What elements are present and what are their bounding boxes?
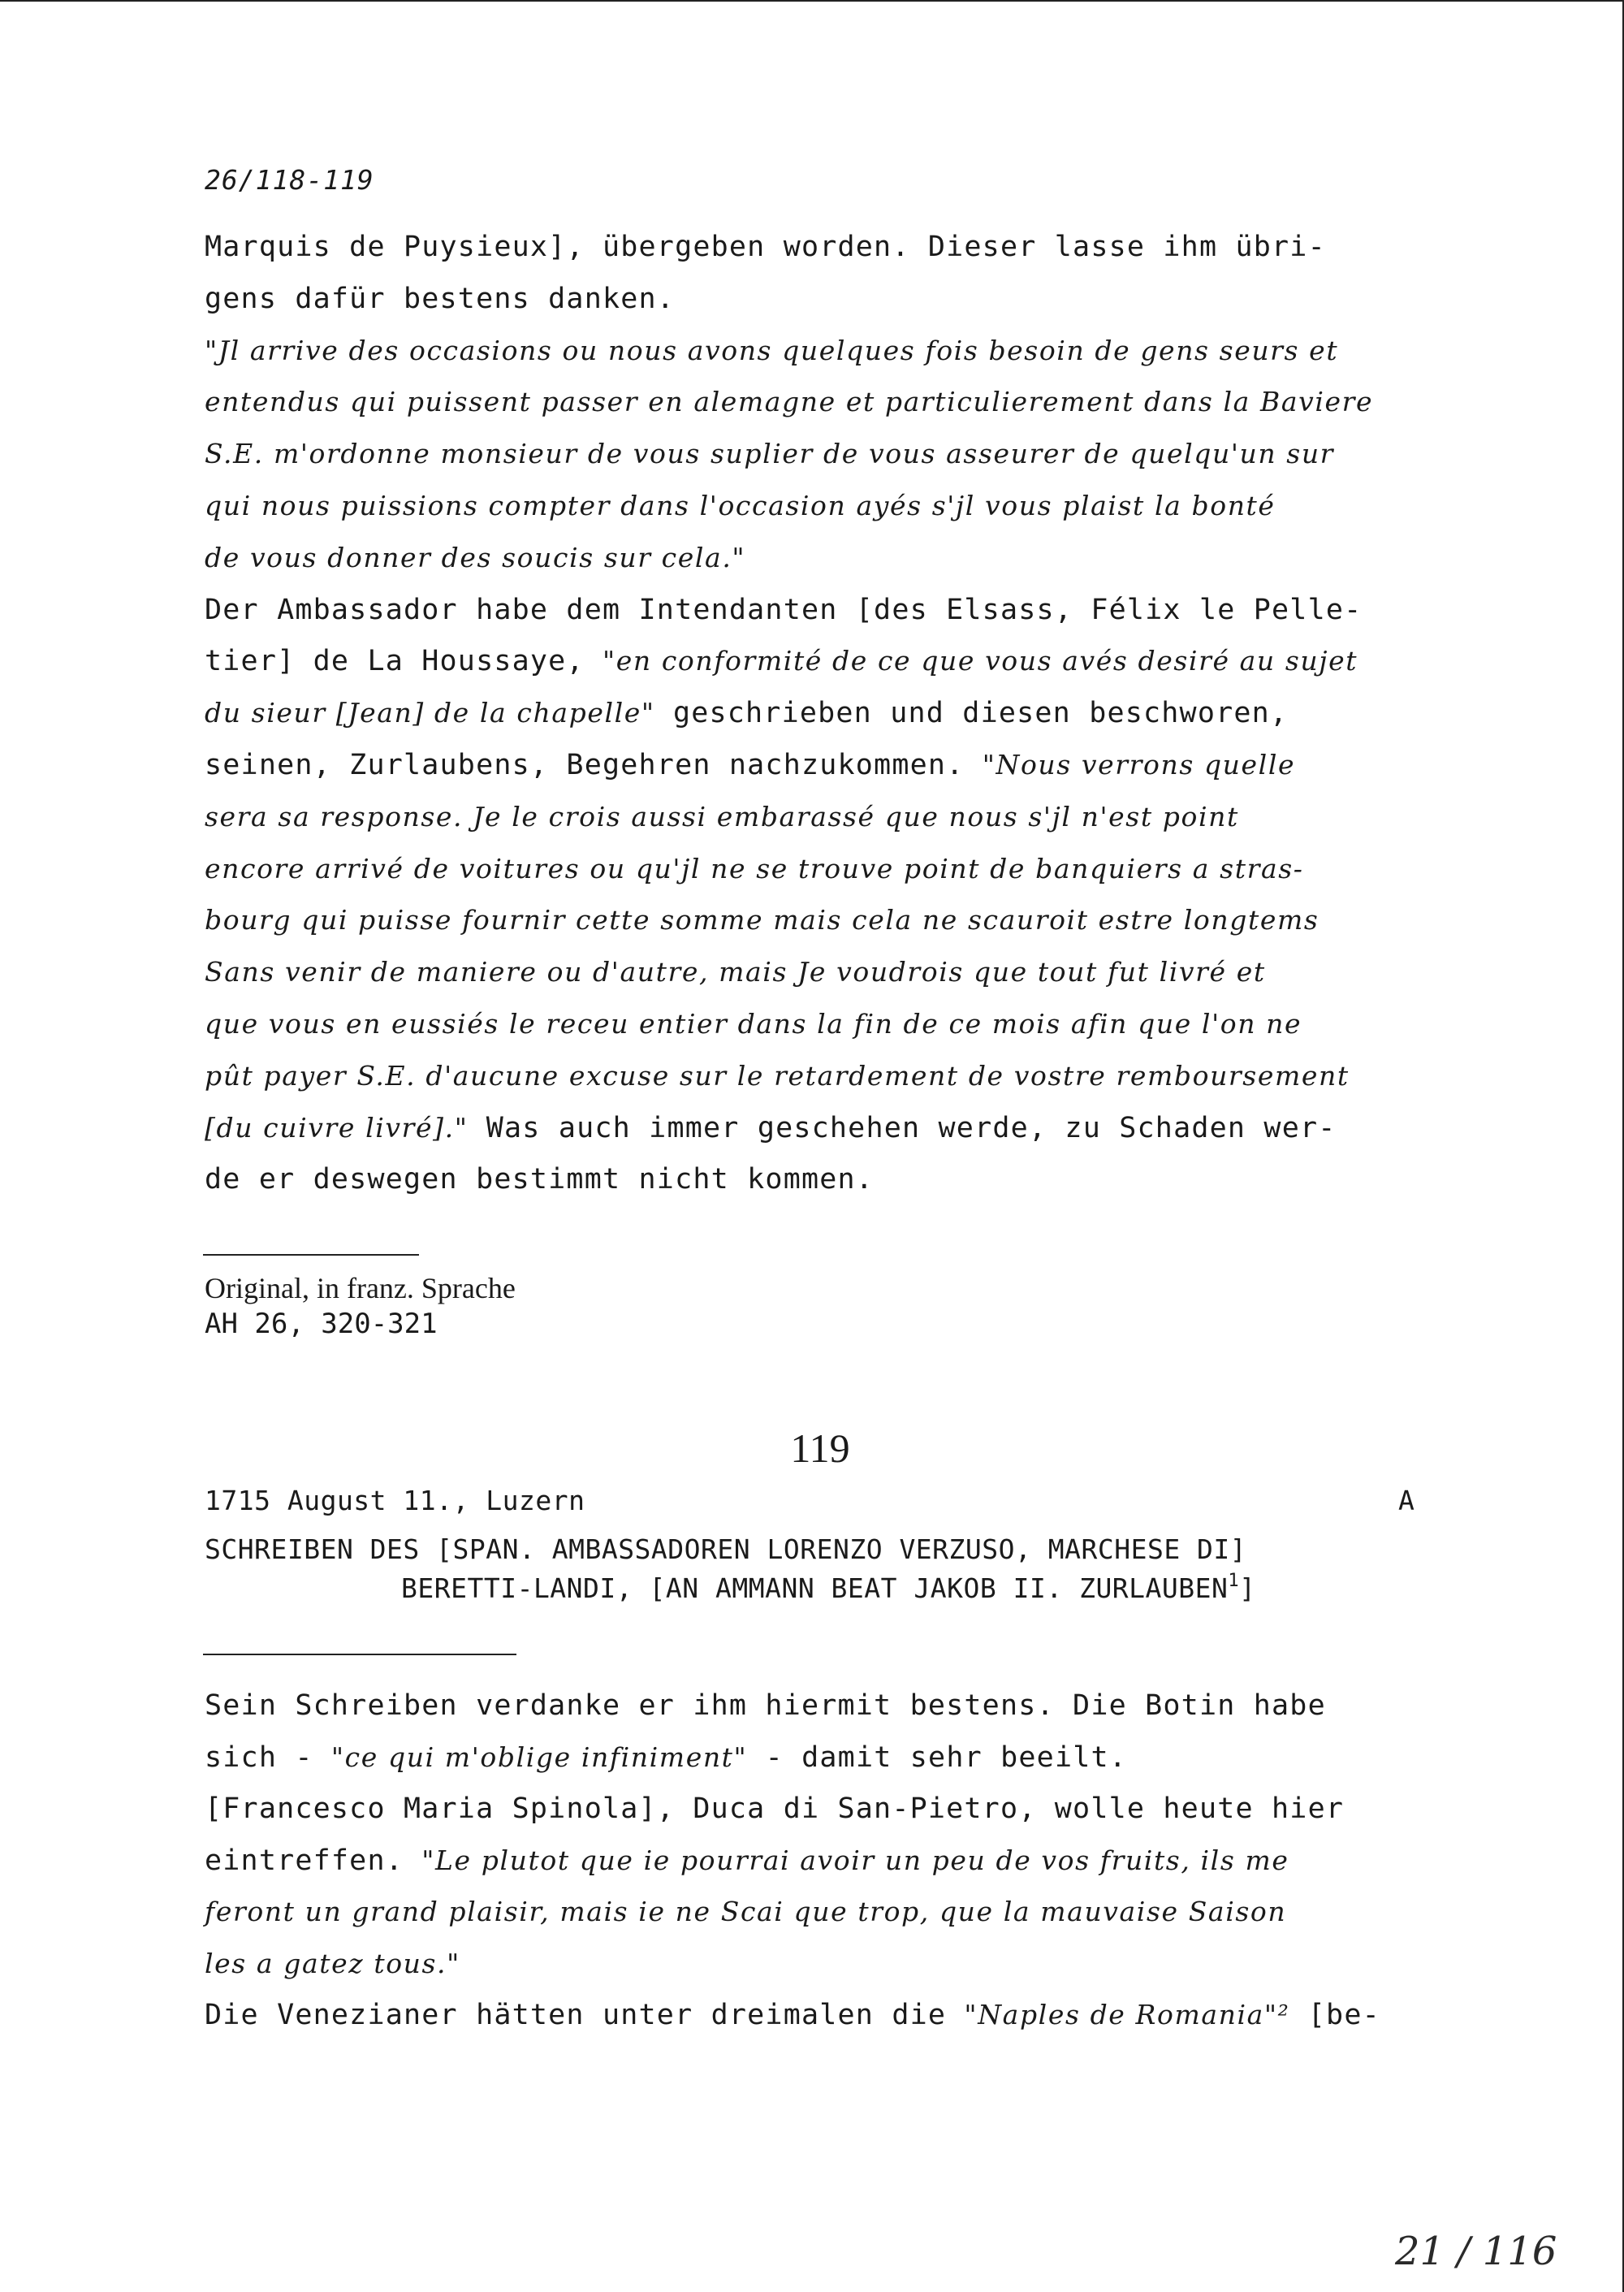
text-line	[205, 1008, 1302, 1040]
summary-text: Sein Schreiben verdanke er ihm hiermit bestens. Die Botin habe	[205, 1689, 1326, 1722]
text-line	[205, 1793, 1344, 1825]
title-divider	[203, 1654, 516, 1655]
summary-text: geschrieben und diesen beschworen,	[654, 697, 1289, 730]
summary-text: Was auch immer geschehen werde, zu Schaden wer-	[468, 1111, 1337, 1144]
quoted-french-text: "Nous verrons quelle	[982, 749, 1296, 781]
document-date-place: 1715 August 11., Luzern	[205, 1485, 585, 1516]
quoted-french-text: "en conformité de ce que vous avés desiré au sujet	[602, 645, 1358, 677]
title-footnote-marker: 1	[1228, 1571, 1240, 1591]
summary-text: tier] de La Houssaye,	[205, 645, 603, 678]
quoted-french-text: "Naples de Romania"	[964, 1999, 1278, 2030]
summary-text: Der Ambassador habe dem Intendanten [des Elsass, Félix le Pelle-	[205, 593, 1363, 626]
document-number: 119	[790, 1425, 850, 1471]
handwritten-page-number: 21 / 116	[1395, 2229, 1557, 2274]
quoted-french-text: "Jl arrive des occasions ou nous avons quelques fois besoin de gens seurs et	[205, 334, 1339, 366]
quoted-french-text: ²	[1277, 1999, 1290, 2030]
quoted-french-text: encore arrivé de voitures ou qu'jl ne se trouve point de banquiers a stras-	[205, 852, 1304, 884]
text-line	[205, 1163, 874, 1196]
text-line	[205, 490, 1276, 522]
quoted-french-text: feront un grand plaisir, mais ie ne Scai que trop, que la mauvaise Saison	[205, 1896, 1287, 1927]
quoted-french-text: du sieur [Jean] de la chapelle"	[205, 697, 655, 729]
summary-text: [Francesco Maria Spinola], Duca di San-Pietro, wolle heute hier	[205, 1793, 1345, 1825]
document-title-line-1: SCHREIBEN DES [SPAN. AMBASSADOREN LORENZO VERZUSO, MARCHESE DI]	[205, 1533, 1247, 1565]
text-line	[205, 1112, 1337, 1144]
source-note	[205, 1270, 516, 1342]
text-line	[205, 1741, 1127, 1774]
text-line	[205, 542, 745, 574]
document-classification: A	[1398, 1485, 1415, 1516]
summary-text: seinen, Zurlaubens, Begehren nachzukommen.	[205, 749, 983, 781]
summary-text: Die Venezianer hätten unter dreimalen die	[205, 1999, 965, 2031]
text-line	[205, 956, 1266, 988]
summary-text: de er deswegen bestimmt nicht kommen.	[205, 1163, 875, 1196]
text-line	[205, 386, 1373, 418]
summary-text: [be-	[1289, 1999, 1380, 2031]
document-title-line-2	[401, 1571, 1256, 1604]
text-line	[205, 1948, 460, 1980]
text-line	[205, 1060, 1350, 1092]
text-line	[205, 1689, 1326, 1722]
text-line	[205, 1844, 1289, 1877]
source-line-2: AH 26, 320-321	[205, 1308, 438, 1340]
source-line-1: Original, in franz. Sprache	[205, 1272, 516, 1304]
summary-text: Marquis de Puysieux], übergeben worden. Dieser lasse ihm übri-	[205, 231, 1326, 263]
source-divider	[203, 1254, 419, 1256]
text-line	[205, 283, 675, 315]
quoted-french-text: qui nous puissions compter dans l'occasion ayés s'jl vous plaist la bonté	[205, 490, 1276, 521]
text-line	[205, 853, 1304, 885]
quoted-french-text: les a gatez tous."	[205, 1947, 460, 1979]
text-line	[205, 335, 1338, 367]
title-line-2-text: BERETTI-LANDI, [AN AMMANN BEAT JAKOB II. ZURLAUBEN	[401, 1572, 1229, 1604]
title-close-bracket: ]	[1239, 1572, 1256, 1604]
text-line	[205, 1999, 1380, 2031]
text-line	[205, 697, 1288, 729]
page-reference: 26/118-119	[205, 164, 374, 196]
quoted-french-text: Sans venir de maniere ou d'autre, mais Je voudrois que tout fut livré et	[205, 956, 1266, 988]
quoted-french-text: sera sa response. Je le crois aussi embarassé que nous s'jl n'est point	[205, 800, 1239, 832]
quoted-french-text: entendus qui puissent passer en alemagne et particulierement dans la Baviere	[205, 386, 1374, 418]
summary-text: gens dafür bestens danken.	[205, 282, 676, 315]
text-line	[205, 645, 1358, 677]
text-line	[205, 231, 1326, 263]
quoted-french-text: S.E. m'ordonne monsieur de vous suplier de vous asseurer de quelqu'un sur	[205, 438, 1335, 470]
quoted-french-text: pût payer S.E. d'aucune excuse sur le retardement de vostre remboursement	[205, 1059, 1350, 1092]
quoted-french-text: "ce qui m'oblige infiniment"	[330, 1741, 748, 1773]
summary-text: sich -	[205, 1741, 331, 1774]
text-line	[205, 594, 1362, 626]
text-line	[205, 438, 1334, 470]
text-line	[205, 801, 1239, 833]
quoted-french-text: de vous donner des soucis sur cela."	[205, 541, 746, 573]
quoted-french-text: [du cuivre livré]."	[205, 1111, 469, 1144]
summary-text: - damit sehr beeilt.	[747, 1741, 1128, 1774]
quoted-french-text: "Le plutot que ie pourrai avoir un peu de vos fruits, ils me	[421, 1844, 1289, 1876]
text-line	[205, 749, 1295, 781]
quoted-french-text: bourg qui puisse fournir cette somme mais cela ne scauroit estre longtems	[205, 904, 1320, 936]
text-line	[205, 904, 1319, 936]
quoted-french-text: que vous en eussiés le receu entier dans la fin de ce mois afin que l'on ne	[205, 1008, 1302, 1040]
text-line	[205, 1896, 1286, 1928]
summary-text: eintreffen.	[205, 1844, 422, 1877]
